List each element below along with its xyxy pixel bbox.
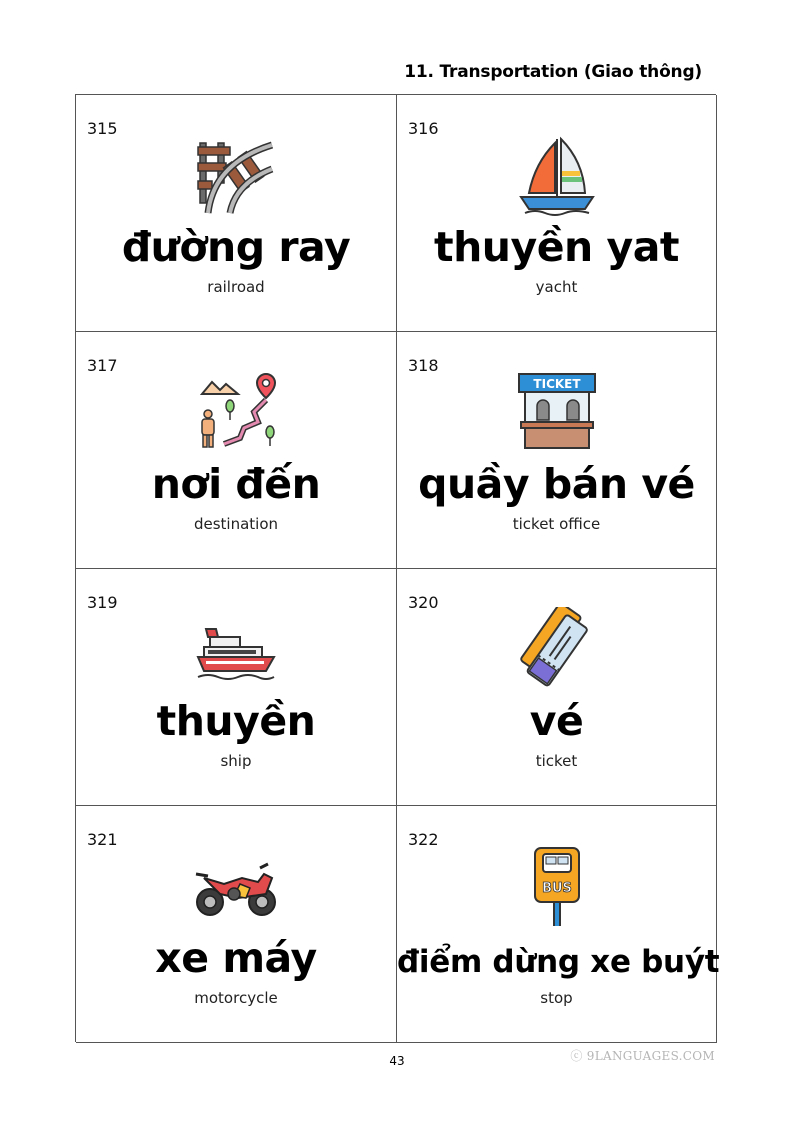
card-translation: yacht [535, 278, 578, 296]
card-word: đường ray [121, 223, 351, 271]
flashcard-320 [397, 569, 717, 806]
card-word: quầy bán vé [418, 460, 695, 508]
flashcard-316 [397, 95, 717, 332]
card-word: thuyền [156, 697, 316, 745]
card-number: 319 [87, 593, 118, 612]
card-word: thuyền yat [434, 223, 679, 271]
cruise-ship-icon [194, 607, 278, 691]
card-translation: stop [540, 989, 573, 1007]
card-number: 322 [408, 830, 439, 849]
flashcard-grid [75, 94, 720, 1042]
page-title: 11. Transportation (Giao thông) [404, 62, 702, 82]
card-word: nơi đến [151, 460, 321, 508]
card-translation: destination [193, 515, 279, 533]
card-word: điểm dừng xe buýt [397, 944, 720, 980]
yacht-icon [515, 133, 599, 217]
card-word: xe máy [155, 934, 317, 982]
flashcard-318 [397, 332, 717, 569]
ticket-sign-text: TICKET [532, 377, 581, 391]
motorcycle-icon [194, 844, 278, 928]
flashcard-319 [76, 569, 397, 806]
card-number: 318 [408, 356, 439, 375]
card-translation: ticket office [512, 515, 601, 533]
flashcard-321 [76, 806, 397, 1043]
card-translation: ticket [535, 752, 578, 770]
card-word: vé [529, 697, 584, 745]
ticket-booth-icon [515, 370, 599, 454]
card-translation: railroad [207, 278, 265, 296]
card-number: 317 [87, 356, 118, 375]
card-translation: ship [220, 752, 252, 770]
railroad-tracks-icon [194, 133, 278, 217]
destination-map-icon [194, 370, 278, 454]
page-number: 43 [389, 1054, 405, 1068]
card-number: 316 [408, 119, 439, 138]
tickets-icon [515, 607, 599, 691]
flashcard-315 [76, 95, 397, 332]
card-number: 321 [87, 830, 118, 849]
bus-sign-text: BUS [541, 881, 572, 896]
card-number: 320 [408, 593, 439, 612]
bus-stop-sign-icon [515, 844, 599, 928]
flashcard-322 [397, 806, 720, 1043]
card-translation: motorcycle [194, 989, 278, 1007]
flashcard-317 [76, 332, 397, 569]
card-number: 315 [87, 119, 118, 138]
copyright-watermark: ⓒ 9LANGUAGES.COM [570, 1049, 715, 1063]
